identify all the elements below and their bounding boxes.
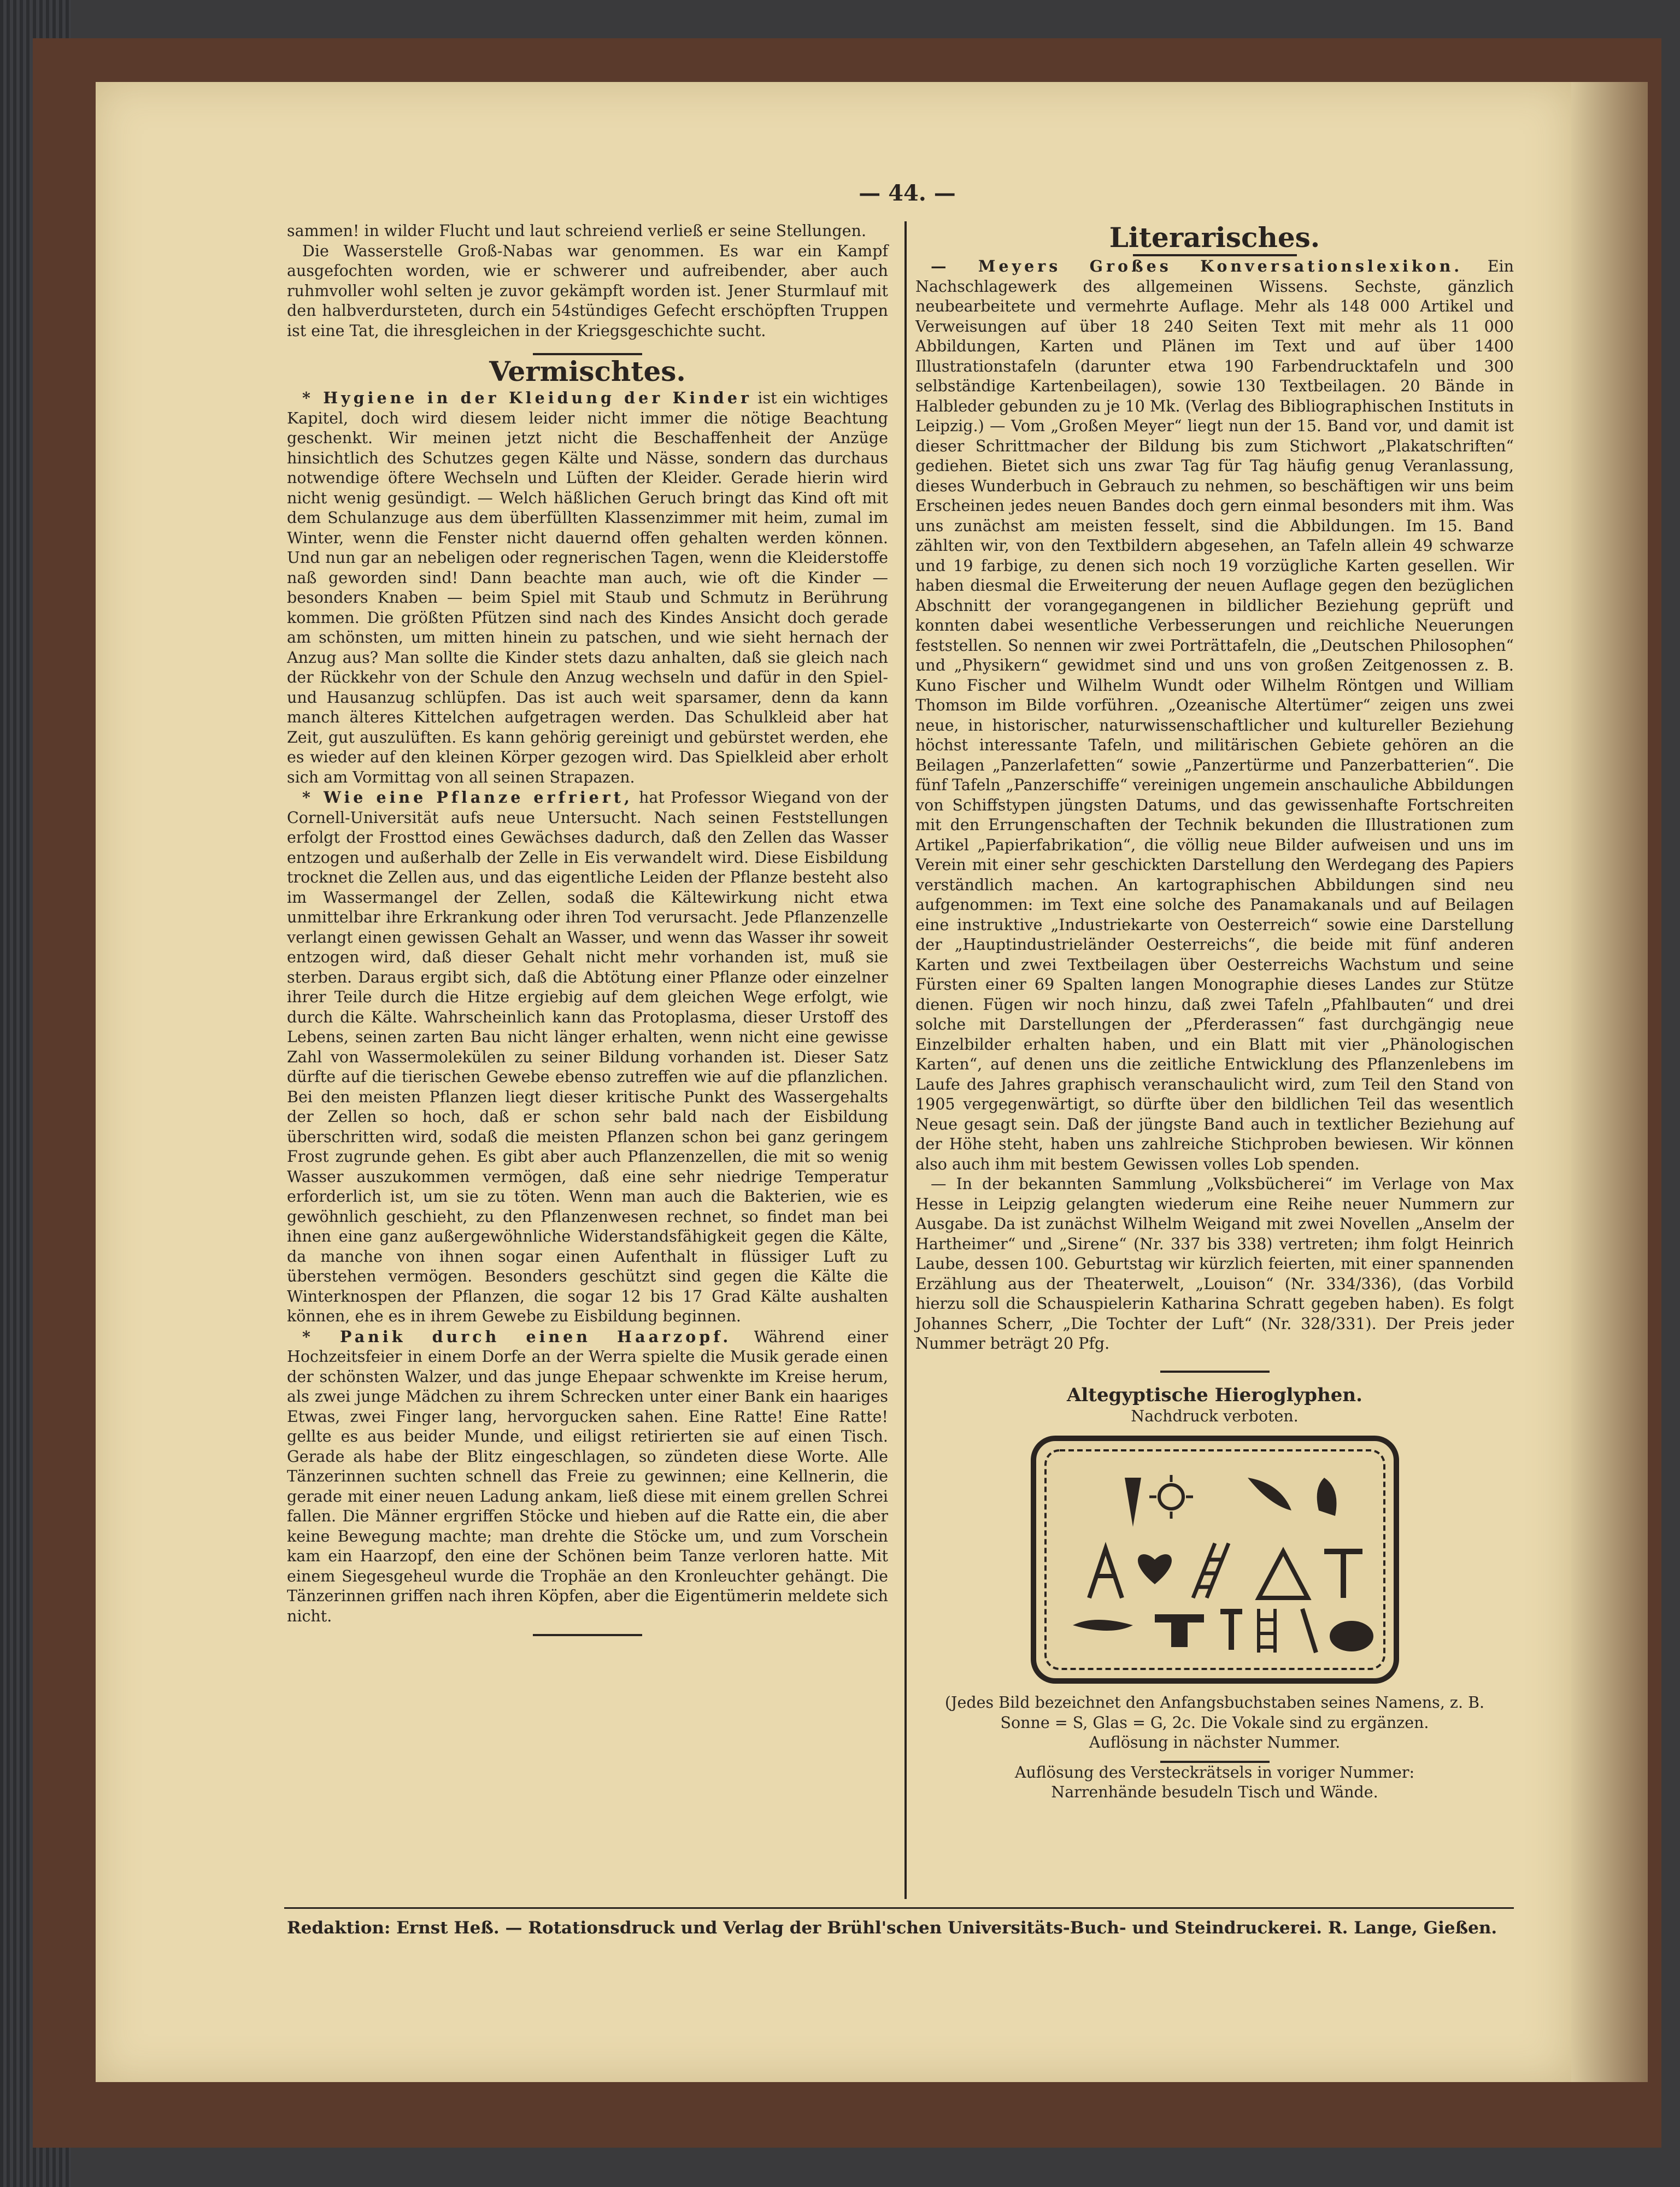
page-edge-shadow — [1571, 82, 1648, 2082]
page-number: — 44. — — [859, 180, 956, 206]
article-volksbuecherei — [915, 1174, 1514, 1354]
footer-rule — [284, 1907, 1514, 1909]
article-body: hat Professor Wiegand von der Cornell-Universität aufs neue Untersucht. Nach seinen Feststellungen erfolgt der Frosttod eines Gewächses dadurch, daß den Zellen das Wasser entzogen und außerhalb der Zelle in Eis verwandelt wird. Diese Eisbildung trocknet die Zellen aus, und das eigentliche Leiden der Pflanze besteht also im Wassermangel der Zellen, sodaß die Kältewirkung nicht etwa unmittelbar ihre Erkrankung oder ihren Tod verursacht. Jede Pflanzenzelle verlangt einen gewissen Gehalt an Wasser, und wenn das Wasser ihr soweit entzogen wird, daß dieser Gehalt nicht mehr vorhanden ist, muß sie sterben. Daraus ergibt sich, daß die Abtötung einer Pflanze oder einzelner ihrer Teile durch die Hitze ergiebig auf dem gleichen Wege erfolgt, wie durch die Kälte. Wahrscheinlich kann das Protoplasma, dieser Urstoff des Lebens, seinen zarten Bau nicht länger erhalten, wenn nicht eine gewisse Zahl von Wassermolekülen zu seiner Bildung vorhanden ist. Dieser Satz dürfte auf die tierischen Gewebe ebenso zutreffen wie auf die pflanzlichen. Bei den meisten Pflanzen liegt dieser kritische Punkt des Wassergehalts der Zellen so hoch, daß er schon sehr bald nach der Eisbildung überschritten wird, sodaß die meisten Pflanzen schon bei ganz geringem Frost zugrunde gehen. Es gibt aber auch Pflanzenzellen, die mit so wenig Wasser auszukommen vermögen, daß eine sehr niedrige Temperatur erforderlich ist, um sie zu töten. Wenn man auch die Bakterien, wie es gewöhnlich geschieht, zu den Pflanzenwesen rechnet, so findet man bei ihnen eine ganz außergewöhnliche Widerstandsfähigkeit gegen die Kälte, da manche von ihnen sogar einen Aufenthalt in flüssiger Luft zu überstehen vermögen. Besonders geschützt sind gegen die Kälte die Winterknospen der Pflanzen, die sogar 12 bis 17 Grad Kälte aushalten können, ehe es in ihrem Gewebe zu Eisbildung beginnen. — [287, 789, 888, 1325]
puzzle-note: Sonne = S, Glas = G, 2c. Die Vokale sind zu ergänzen. — [1000, 1713, 1429, 1732]
section-heading-vermischtes: Vermischtes. — [489, 355, 686, 387]
article-body: Ein Nachschlagewerk des allgemeinen Wissens. Sechste, gänzlich neubearbeitete und vermehrte Auflage. Mehr als 148 000 Artikel und Verweisungen auf über 18 240 Seiten Text mit mehr als 11 000 Abbildungen, Karten und Plänen im Text und auf über 1400 Illustrationstafeln (darunter etwa 190 Farbendrucktafeln und 300 selbständige Kartenbeilagen), sowie 130 Textbeilagen. 20 Bände in Halbleder gebunden zu je 10 Mk. (Verlag des Bibliographischen Instituts in Leipzig.) — Vom „Großen Meyer“ liegt nun der 15. Band vor, und damit ist dieser Schrittmacher der Bildung bis zum Stichwort „Plakatschriften“ gediehen. Bietet sich uns zwar Tag für Tag häufig genug Veranlassung, dieses Wunderbuch in Gebrauch zu nehmen, so beschäftigen wir uns beim Erscheinen jedes neuen Bandes doch gern einmal besonders mit ihm. Was uns zunächst am meisten fesselt, sind die Abbildungen. Im 15. Band zählten wir, von den Textbildern abgesehen, an Tafeln allein 49 schwarze und 19 farbige, zu denen sich noch 19 vorzügliche Karten gesellen. Wir haben diesmal die Erweiterung der neuen Auflage gegen den bezüglichen Abschnitt der vorangegangenen in bildlicher Beziehung geprüft und konnten dabei wesentliche Verbesserungen und reichliche Neuerungen feststellen. So nennen wir zwei Porträttafeln, die „Deutschen Philosophen“ und „Physikern“ gewidmet sind und uns von großen Zeitgenossen z. B. Kuno Fischer und Wilhelm Wundt oder Wilhelm Röntgen und William Thomson im Bilde vorführen. „Ozeanische Altertümer“ zeigen uns zwei neue, in historischer, naturwissenschaftlicher und kultureller Beziehung höchst interessante Tafeln, und militärischen Gebiete gehören an die Beilagen „Panzerlafetten“ sowie „Panzertürme und Panzerbatterien“. Die fünf Tafeln „Panzerschiffe“ vereinigen ungemein anschauliche Abbildungen von Schiffstypen jüngsten Datums, und das gewissenhafte Fortschreiten mit den Errungenschaften der Technik bekunden die Illustrationen zum Artikel „Papierfabrikation“, die völlig neue Bilder aufweisen und uns im Verein mit einer sehr geschickten Darstellung den Werdegang des Papiers verständlich machen. An kartographischen Abbildungen sind neu aufgenommen: im Text eine solche des Panamakanals und auf Beilagen eine instruktive „Industriekarte von Oesterreich“ sowie eine Darstellung der „Hauptindustrieländer Oesterreichs“, die beide mit fünf anderen Karten und zwei Textbeilagen über Oesterreichs Wachstum und seine Fürsten einer 69 Spalten langen Monographie dieses Landes zur Stütze dienen. Fügen wir noch hinzu, daß zwei Tafeln „Pfahlbauten“ und drei solche mit Darstellungen der „Pferderassen“ fast durchgängig neue Einzelbilder erhalten haben, und ein Blatt mit vier „Phänologischen Karten“, auf denen uns die zeitliche Entwicklung des Pflanzenlebens im Laufe des Jahres graphisch veranschaulicht wird, zum Teil den Stand von 1905 vergegenwärtigt, so dürfte über den bildlichen Teil das wesentlich Neue gesagt sein. Daß der jüngste Band auch in textlicher Beziehung auf der Höhe steht, haben uns zahlreiche Stichproben bewiesen. Wir können also auch ihm mit bestem Gewissen volles Lob spenden. — [915, 257, 1514, 1173]
article-hygiene — [287, 388, 888, 787]
article-body: Während einer Hochzeitsfeier in einem Dorfe an der Werra spielte die Musik gerade einen der schönsten Walzer, und das junge Ehepaar schwenkte im Kreise herum, als zwei junge Mädchen zu ihrem Schrecken unter einer Bank ein haariges Etwas, zwei Finger lang, hervorgucken sahen. Eine Ratte! Eine Ratte! gellte es aus beider Munde, und eiligst retirierten sie auf einen Tisch. Gerade als habe der Blitz eingeschlagen, so zündeten diese Worte. Alle Tänzerinnen suchten schnell das Freie zu gewinnen; eine Kellnerin, die gerade mit einer neuen Ladung ankam, ließ diese mit einem grellen Schrei fallen. Die Männer ergriffen Stöcke und hieben auf die Ratte ein, die aber keine Bewegung machte; man drehte die Stöcke um, und zum Vorschein kam ein Haarzopf, den eine der Schönen beim Tanze verloren hatte. Mit einem Siegesgeheul wurde die Trophäe an den Kronleuchter gehängt. Die Tänzerinnen griffen nach ihren Köpfen, aber die Eigentümerin meldete sich nicht. — [287, 1327, 888, 1625]
puzzle-note: (Jedes Bild bezeichnet den Anfangsbuchstaben seines Namens, z. B. — [944, 1694, 1485, 1712]
section-rule — [533, 1634, 642, 1636]
intro-paragraph: sammen! in wilder Flucht und laut schreiend verließ er seine Stellungen. — [287, 222, 867, 240]
puzzle-subheading: Nachdruck verboten. — [1131, 1407, 1299, 1425]
left-column — [287, 221, 888, 1636]
article-title: — Meyers Großes Konversationslexikon. — [931, 257, 1463, 275]
article-body: ist ein wichtiges Kapitel, doch wird diesem leider nicht immer die nötige Beachtung geschenkt. Wir meinen jetzt nicht die Beschaffenheit der Anzüge hinsichtlich des Schutzes gegen Kälte und Nässe, sondern das durchaus notwendige öftere Wechseln und Lüften der Kleider. Gerade hierin wird nicht wenig gesündigt. — Welch häßlichen Geruch bringt das Kind oft mit dem Schulanzuge aus dem überfüllten Klassenzimmer mit heim, zumal im Winter, wenn die Fenster nicht dauernd offen gehalten werden können. Und nun gar an nebeligen oder regnerischen Tagen, wenn die Kleiderstoffe naß geworden sind! Dann beachte man auch, wie oft die Kinder — besonders Knaben — beim Spiel mit Staub und Schmutz in Berührung kommen. Die größten Pfützen sind nach des Kindes Ansicht doch gerade am schönsten, um mitten hinein zu patschen, und wie sieht hernach der Anzug aus? Man sollte die Kinder stets dazu anhalten, daß sie gleich nach der Rückkehr von der Schule den Anzug wechseln und dafür in den Spiel- und Hausanzug schlüpfen. Das ist auch weit sparsamer, denn da kann manch älteres Kittelchen aufgetragen werden. Das Schulkleid aber hat Zeit, gut auszulüften. Es kann gehörig gereinigt und gebürstet werden, ehe es wieder auf den kleinen Körper gezogen wird. Das Spielkleid aber erholt sich am Vormittag von all seinen Strapazen. — [287, 389, 888, 786]
article-title: * Wie eine Pflanze erfriert, — [302, 788, 633, 807]
puzzle-note: Auflösung in nächster Nummer. — [1089, 1733, 1341, 1751]
article-body: im Verlage von Max Hesse in Leipzig gelangten wiederum eine Reihe neuer Nummern zur Ausgabe. Da ist zunächst Wilhelm Weigand mit zwei Novellen „Anselm der Hartheimer“ und „Sirene“ (Nr. 337 bis 338) vertreten; ihm folgt Heinrich Laube, dessen 100. Geburtstag wir kürzlich feierten, mit einer spannenden Erzählung aus der Theaterwelt, „Louison“ (Nr. 334/336), (das Vorbild hierzu soll die Schauspielerin Katharina Schratt gegeben haben). Es folgt Johannes Scherr, „Die Tochter der Luft“ (Nr. 328/331). Der Preis jeder Nummer beträgt 20 Pfg. — [915, 1175, 1514, 1353]
section-heading-literarisches: Literarisches. — [1109, 221, 1320, 254]
article-title: — In der bekannten Sammlung „Volksbücherei“ — [931, 1175, 1333, 1193]
column-divider — [904, 221, 907, 1899]
article-meyers — [915, 256, 1514, 1174]
right-column — [915, 221, 1514, 1803]
article-pflanze — [287, 787, 888, 1327]
intro-paragraph: Die Wasserstelle Groß-Nabas war genommen. Es war ein Kampf ausgefochten worden, wie er schwerer und aufreibender, aber auch ruhmvoller wohl selten je zuvor gekämpft worden ist. Jener Sturmlauf mit den halbverdursteten, durch ein 54stündiges Gefecht erschöpften Truppen ist eine Tat, die ihresgleichen in der Kriegsgeschichte sucht. — [287, 242, 888, 340]
puzzle-heading: Altegyptische Hieroglyphen. — [1067, 1384, 1362, 1406]
solution-title: Auflösung des Versteckrätsels in voriger Nummer: — [1014, 1763, 1415, 1782]
imprint-footer: Redaktion: Ernst Heß. — Rotationsdruck und Verlag der Brühl'schen Universitäts-Buch- und Steindruckerei. R. Lange, Gießen. — [287, 1918, 1497, 1938]
hieroglyph-puzzle-image — [1029, 1434, 1401, 1685]
article-title: * Hygiene in der Kleidung der Kinder — [302, 389, 752, 407]
snail-icon — [1330, 1621, 1373, 1651]
solution-text: Narrenhände besudeln Tisch und Wände. — [1051, 1783, 1378, 1801]
article-title: * Panik durch einen Haarzopf. — [302, 1327, 732, 1346]
article-panik — [287, 1327, 888, 1627]
